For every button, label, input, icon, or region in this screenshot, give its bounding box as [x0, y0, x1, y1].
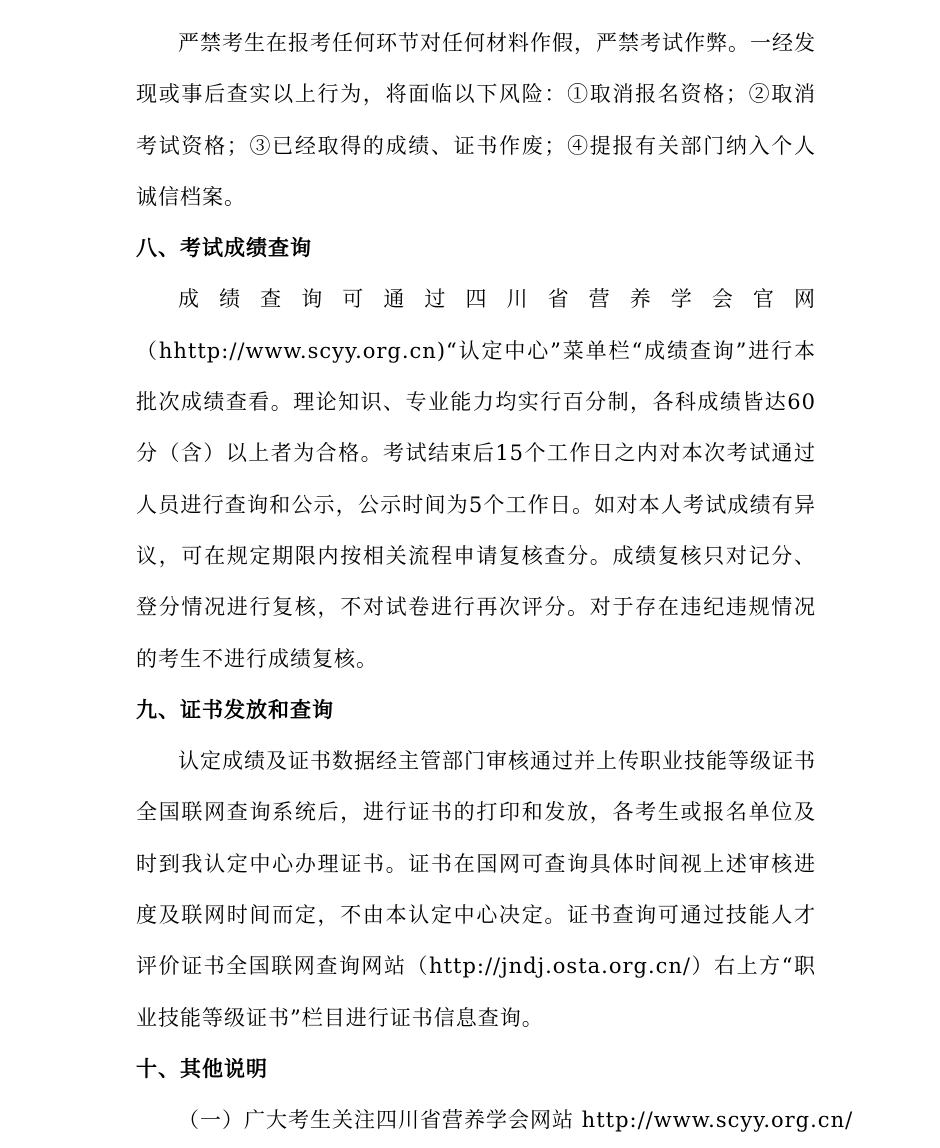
score-query-paragraph: 成绩查询可通过四川省营养学会官网（hhttp://www.scyy.org.cn)“认定中心”菜单栏“成绩查询”进行本批次成绩查看。理论知识、专业能力均实行百分制，各科成绩皆达60分（含）以上者为合格。考试结束后15个工作日之内对本次考试通过人员进行查询和公示，公示时间为5个工作日。如对本人考试成绩有异议，可在规定期限内按相关流程申请复核查分。成绩复核只对记分、登分情况进行复核，不对试卷进行再次评分。对于存在违纪违规情况的考生不进行成绩复核。: [136, 287, 816, 671]
exam-rules-paragraph: 严禁考生在报考任何环节对任何材料作假，严禁考试作弊。一经发现或事后查实以上行为，将面临以下风险：①取消报名资格；②取消考试资格；③已经取得的成绩、证书作废；④提报有关部门纳入个人诚信档案。: [136, 31, 816, 209]
section-heading-other-notes: 十、其他说明: [136, 1056, 268, 1081]
section-heading-score-query: 八、考试成绩查询: [136, 236, 312, 261]
document-page: [136, 18, 854, 1147]
other-notes-item-1-text: （一）广大考生关注四川省营养学会网站 http://www.scyy.org.cn/: [178, 1108, 854, 1133]
other-notes-item-1: [136, 1095, 854, 1146]
section-heading-certificate: 九、证书发放和查询: [136, 697, 334, 722]
certificate-paragraph: 认定成绩及证书数据经主管部门审核通过并上传职业技能等级证书全国联网查询系统后，进行证书的打印和发放，各考生或报名单位及时到我认定中心办理证书。证书在国网可查询具体时间视上述审核进度及联网时间而定，不由本认定中心决定。证书查询可通过技能人才评价证书全国联网查询网站（http://jndj.osta.org.cn/）右上方“职业技能等级证书”栏目进行证书信息查询。: [136, 749, 816, 1030]
